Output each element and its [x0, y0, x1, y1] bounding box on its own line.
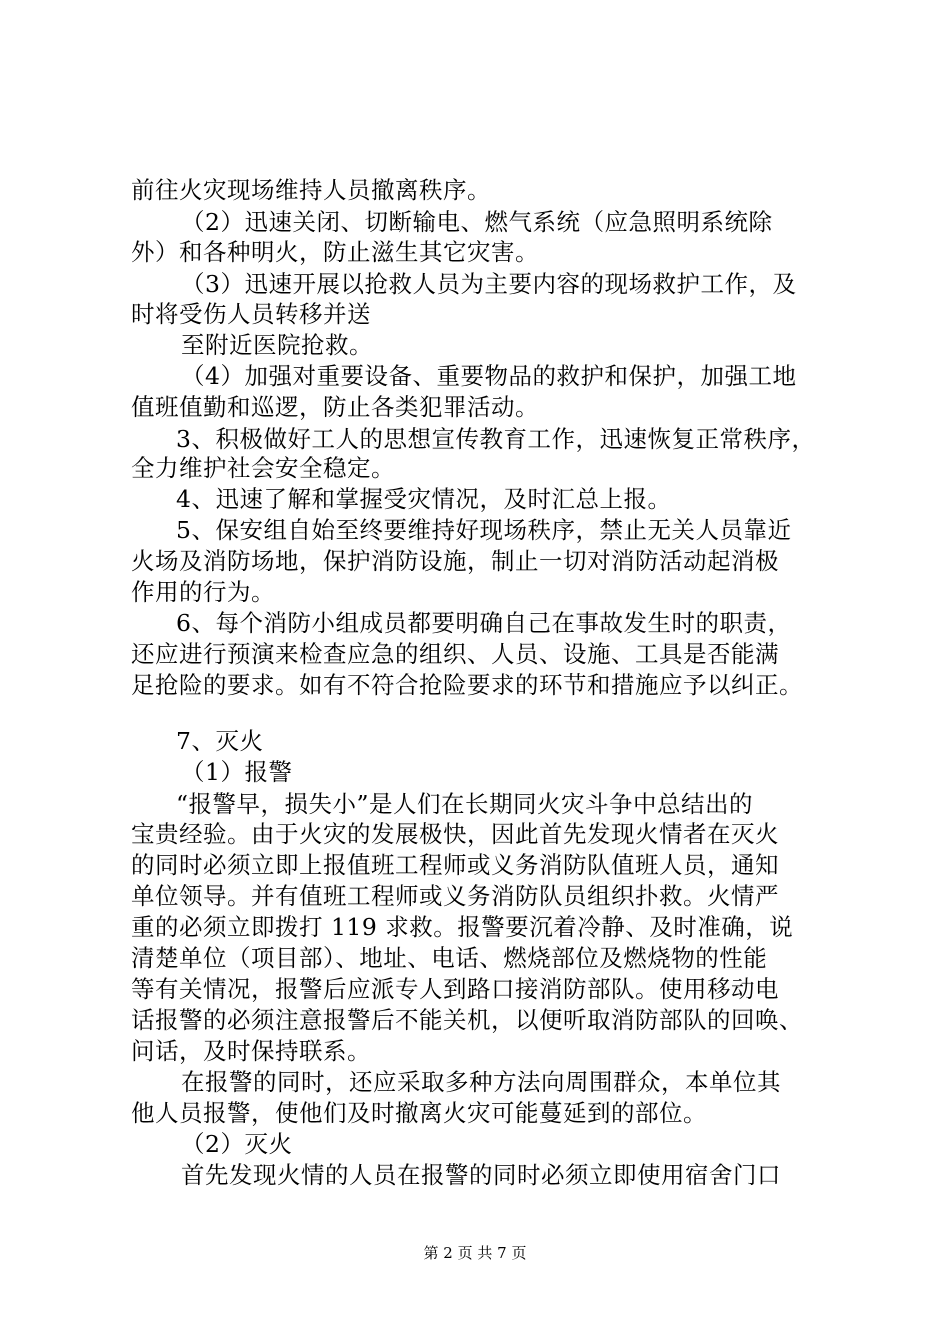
- text-line: 火场及消防场地，保护消防设施，制止一切对消防活动起消极: [131, 547, 779, 575]
- text-line: （2）迅速关闭、切断输电、燃气系统（应急照明系统除: [181, 208, 773, 236]
- text-line: 5、保安组自始至终要维持好现场秩序，禁止无关人员靠近: [176, 516, 792, 544]
- text-line: 等有关情况，报警后应派专人到路口接消防部队。使用移动电: [131, 975, 779, 1003]
- text-line: （4）加强对重要设备、重要物品的救护和保护，加强工地: [181, 362, 797, 390]
- text-line: 宝贵经验。由于火灾的发展极快，因此首先发现火情者在灭火: [131, 820, 779, 848]
- text-line: 清楚单位（项目部）、地址、电话、燃烧部位及燃烧物的性能: [131, 944, 768, 972]
- text-line: 前往火灾现场维持人员撤离秩序。: [131, 176, 491, 204]
- section-heading: 7、灭火: [176, 727, 264, 755]
- text-line: 4、迅速了解和掌握受灾情况，及时汇总上报。: [176, 485, 672, 513]
- text-line: 他人员报警，使他们及时撤离火灾可能蔓延到的部位。: [131, 1099, 707, 1127]
- subsection-heading: （1）报警: [181, 758, 293, 786]
- text-line: 3、积极做好工人的思想宣传教育工作，迅速恢复正常秩序，: [176, 425, 816, 453]
- text-line: 作用的行为。: [131, 578, 275, 606]
- text-line: 6、每个消防小组成员都要明确自己在事故发生时的职责，: [176, 609, 792, 637]
- text-line: 话报警的必须注意报警后不能关机，以便听取消防部队的回唤、: [131, 1006, 803, 1034]
- subsection-heading: （2）灭火: [181, 1130, 293, 1158]
- text-line: 重的必须立即拨打 119 求救。报警要沉着冷静、及时准确，说: [131, 913, 794, 941]
- text-line: （3）迅速开展以抢救人员为主要内容的现场救护工作，及: [181, 270, 797, 298]
- text-line: 首先发现火情的人员在报警的同时必须立即使用宿舍门口: [181, 1161, 781, 1189]
- text-line: 外）和各种明火，防止滋生其它灾害。: [131, 238, 539, 266]
- text-line: 时将受伤人员转移并送: [131, 300, 371, 328]
- text-line: 单位领导。并有值班工程师或义务消防队员组织扑救。火情严: [131, 882, 779, 910]
- text-line: 至附近医院抢救。: [181, 331, 373, 359]
- text-line: 值班值勤和巡逻，防止各类犯罪活动。: [131, 393, 539, 421]
- text-line: “报警早，损失小”是人们在长期同火灾斗争中总结出的: [176, 790, 754, 818]
- text-line: 还应进行预演来检查应急的组织、人员、设施、工具是否能满: [131, 640, 779, 668]
- text-line: 的同时必须立即上报值班工程师或义务消防队值班人员，通知: [131, 851, 779, 879]
- page-number-footer: 第 2 页 共 7 页: [423, 1244, 527, 1262]
- text-line: 足抢险的要求。如有不符合抢险要求的环节和措施应予以纠正。: [131, 671, 803, 699]
- text-line: 全力维护社会安全稳定。: [131, 454, 395, 482]
- text-line: 问话，及时保持联系。: [131, 1037, 371, 1065]
- text-line: 在报警的同时，还应采取多种方法向周围群众，本单位其: [181, 1068, 781, 1096]
